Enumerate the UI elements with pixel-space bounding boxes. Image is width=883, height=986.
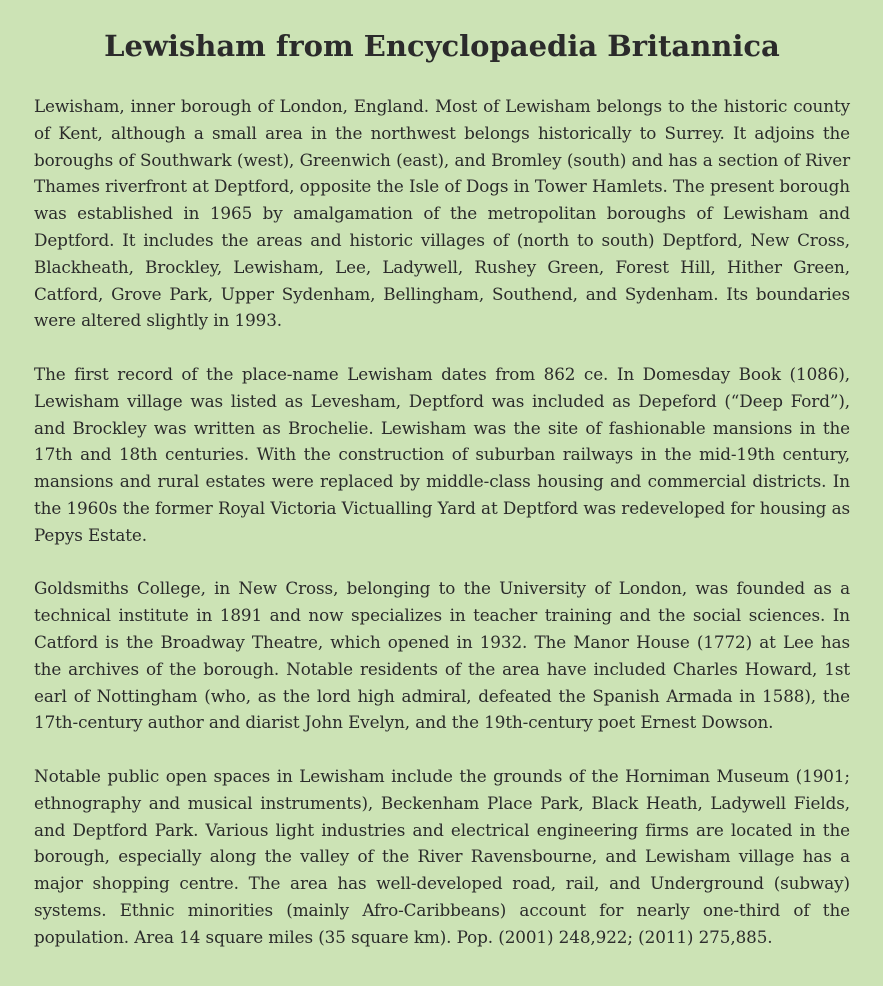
paragraph-economy: Notable public open spaces in Lewisham include the grounds of the Horniman Museum (1901; ethnography and musical instruments), Beckenham Place Park, Black Heath, Ladywell Fields, and Deptford Park. Various light industries and electrical engineering firms are located in the borough, especially along the valley of the River Ravensbourne, and Lewisham village has a major shopping centre. The area has well-developed road, rail, and Underground (subway) systems. Ethnic minorities (mainly Afro-Caribbeans) account for nearly one-third of the population. Area 14 square miles (35 square km). Pop. (2001) 248,922; (2011) 275,885. [34,765,850,947]
page-title: Lewisham from Encyclopaedia Britannica [104,29,780,63]
paragraph-overview: Lewisham, inner borough of London, England. Most of Lewisham belongs to the historic county of Kent, although a small area in the northwest belongs historically to Surrey. It adjoins the boroughs of Southwark (west), Greenwich (east), and Bromley (south) and has a section of River Thames riverfront at Deptford, opposite the Isle of Dogs in Tower Hamlets. The present borough was established in 1965 by amalgamation of the metropolitan boroughs of Lewisham and Deptford. It includes the areas and historic villages of (north to south) Deptford, New Cross, Blackheath, Brockley, Lewisham, Lee, Ladywell, Rushey Green, Forest Hill, Hither Green, Catford, Grove Park, Upper Sydenham, Bellingham, Southend, and Sydenham. Its boundaries were altered slightly in 1993. [34,96,850,331]
paragraph-history: The first record of the place-name Lewisham dates from 862 ce. In Domesday Book (1086), Lewisham village was listed as Levesham, Deptford was included as Depeford (“Deep Ford”), and Brockley was written as Brochelie. Lewisham was the site of fashionable mansions in the 17th and 18th centuries. With the construction of suburban railways in the mid-19th century, mansions and rural estates were replaced by middle-class housing and commercial districts. In the 1960s the former Royal Victoria Victualling Yard at Deptford was redeveloped for housing as Pepys Estate. [34,363,850,545]
paragraph-culture: Goldsmiths College, in New Cross, belonging to the University of London, was founded as a technical institute in 1891 and now specializes in teacher training and the social sciences. In Catford is the Broadway Theatre, which opened in 1932. The Manor House (1772) at Lee has the archives of the borough. Notable residents of the area have included Charles Howard, 1st earl of Nottingham (who, as the lord high admiral, defeated the Spanish Armada in 1588), the 17th-century author and diarist John Evelyn, and the 19th-century poet Ernest Dowson. [34,578,850,733]
